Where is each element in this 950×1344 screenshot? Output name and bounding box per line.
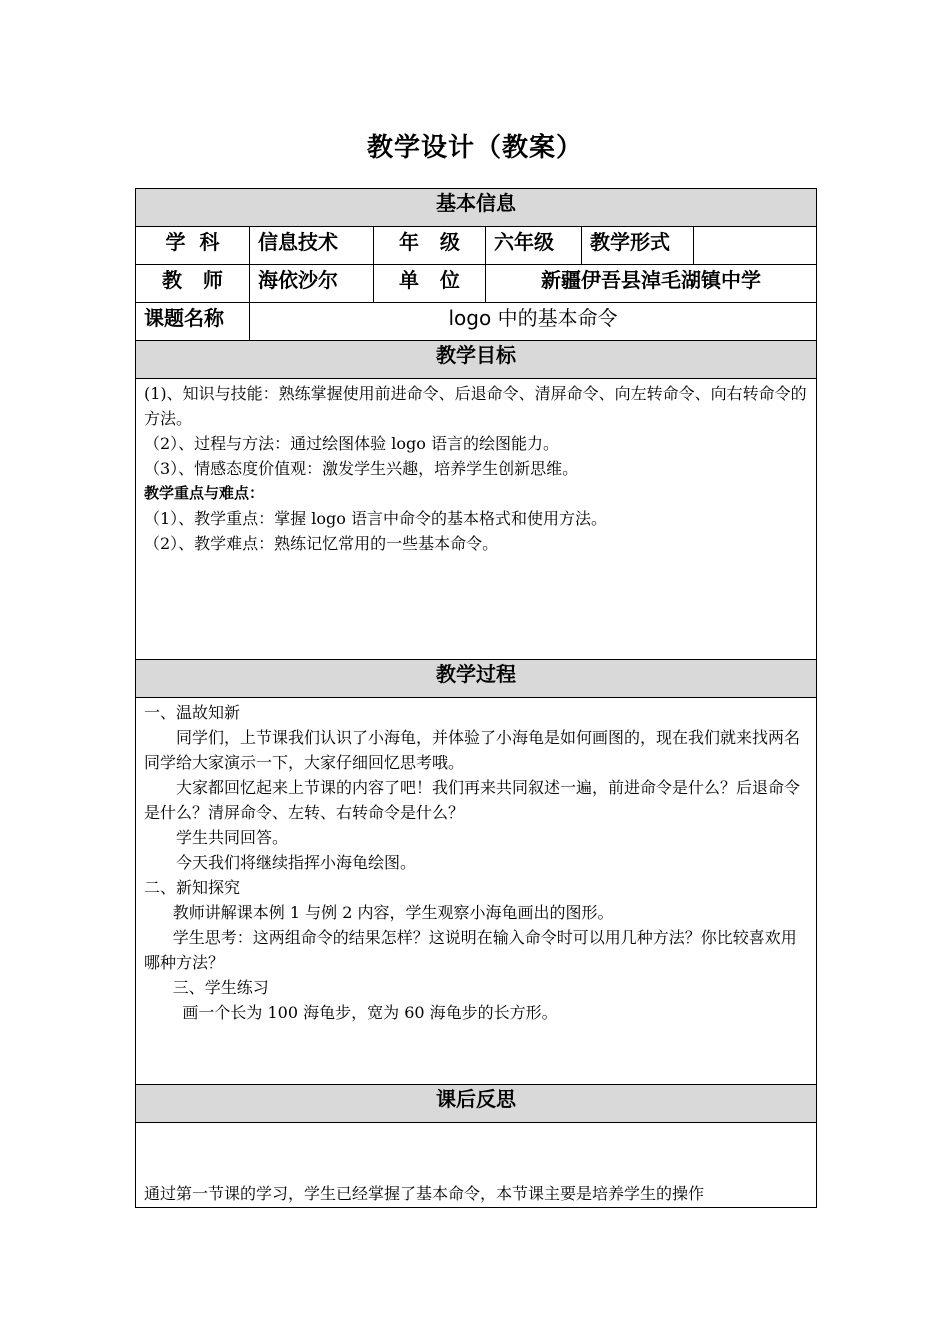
objectives-heading: 教学目标 [136, 341, 817, 379]
unit-value: 新疆伊吾县淖毛湖镇中学 [486, 265, 817, 303]
key-point-line: （1）、教学重点：掌握 logo 语言中命令的基本格式和使用方法。 [144, 509, 607, 528]
reflection-text: 通过第一节课的学习，学生已经掌握了基本命令，本节课主要是培养学生的操作 [144, 1184, 705, 1203]
process-paragraph: 教师讲解课本例 1 与例 2 内容，学生观察小海龟画出的图形。 [172, 903, 614, 922]
page-title: 教学设计（教案） [366, 133, 583, 163]
process-heading: 教学过程 [136, 660, 817, 698]
objective-line: (1)、知识与技能：熟练掌握使用前进命令、后退命令、清屏命令、向左转命令、向右转命令的方法。 [144, 384, 807, 428]
objective-line: （2）、过程与方法：通过绘图体验 logo 语言的绘图能力。 [144, 434, 559, 453]
section-heading: 二、新知探究 [144, 878, 241, 897]
section-heading: 三、学生练习 [172, 978, 269, 997]
topic-label: 课题名称 [136, 303, 250, 341]
unit-label: 单 位 [374, 265, 486, 303]
subject-label: 学 科 [136, 227, 250, 265]
grade-value: 六年级 [486, 227, 582, 265]
reflection-content [136, 1123, 817, 1208]
grade-label: 年 级 [374, 227, 486, 265]
process-paragraph: 今天我们将继续指挥小海龟绘图。 [176, 853, 417, 872]
section-heading: 一、温故知新 [144, 703, 241, 722]
subject-value: 信息技术 [250, 227, 374, 265]
objectives-content [136, 379, 817, 660]
process-paragraph: 大家都回忆起来上节课的内容了吧！我们再来共同叙述一遍，前进命令是什么？后退命令是什么？清屏命令、左转、右转命令是什么？ [144, 778, 801, 822]
teaching-form-label: 教学形式 [582, 227, 694, 265]
topic-value: logo 中的基本命令 [250, 303, 817, 341]
reflection-heading: 课后反思 [136, 1085, 817, 1123]
process-paragraph: 画一个长为 100 海龟步，宽为 60 海龟步的长方形。 [182, 1003, 558, 1022]
process-paragraph: 学生共同回答。 [176, 828, 289, 847]
teacher-label: 教 师 [136, 265, 250, 303]
process-paragraph: 同学们，上节课我们认识了小海龟，并体验了小海龟是如何画图的，现在我们就来找两名同学给大家演示一下，大家仔细回忆思考哦。 [144, 728, 801, 772]
key-points-heading: 教学重点与难点： [144, 484, 265, 502]
teacher-value: 海依沙尔 [250, 265, 374, 303]
key-point-line: （2）、教学难点：熟练记忆常用的一些基本命令。 [144, 534, 499, 553]
basic-info-heading: 基本信息 [136, 189, 817, 227]
process-paragraph: 学生思考：这两组命令的结果怎样？这说明在输入命令时可以用几种方法？你比较喜欢用哪种方法？ [144, 928, 797, 972]
process-content [136, 698, 817, 1085]
lesson-plan-table [135, 188, 817, 1208]
teaching-form-value [694, 227, 817, 265]
objective-line: （3）、情感态度价值观：激发学生兴趣，培养学生创新思维。 [144, 459, 579, 478]
